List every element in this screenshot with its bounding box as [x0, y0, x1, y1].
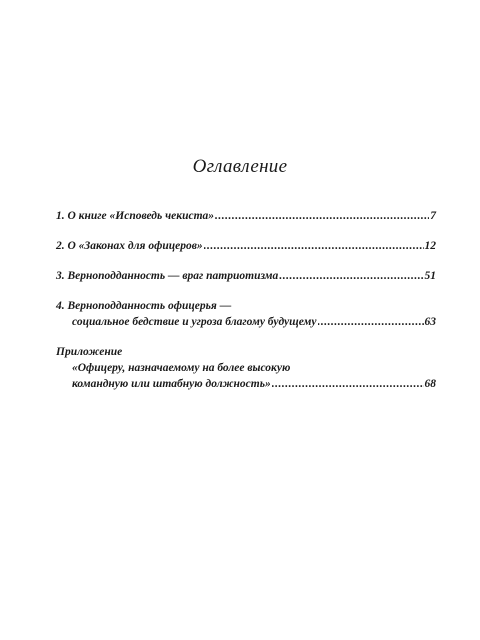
toc-entry-title: 4. Верноподданность офицерья —: [56, 300, 232, 312]
dot-leader: [204, 238, 424, 254]
toc-entry-title: 3. Верноподданность — враг патриотизма: [56, 270, 279, 282]
toc-entry-line: [56, 208, 436, 224]
toc-entry-subtitle: «Офицеру, назначаемому на более высокую: [72, 362, 291, 374]
toc-entry-2[interactable]: [56, 238, 436, 254]
toc-page-number: 63: [424, 316, 436, 328]
dot-leader: [279, 268, 423, 284]
toc-entry-line: [56, 360, 436, 376]
toc-entry-3[interactable]: [56, 268, 436, 284]
dot-leader: [215, 208, 429, 224]
toc-page-number: 68: [424, 378, 436, 390]
toc-page-number: 7: [430, 210, 436, 222]
table-of-contents: [56, 208, 436, 406]
dot-leader: [272, 376, 424, 392]
toc-entry-line: [56, 314, 436, 330]
dot-leader: [318, 314, 424, 330]
toc-entry-1[interactable]: [56, 208, 436, 224]
toc-entry-subtitle: командную или штабную должность»: [72, 378, 271, 390]
toc-entry-line: [56, 268, 436, 284]
toc-entry-first-line: [56, 298, 436, 314]
toc-page-number: 51: [424, 270, 436, 282]
toc-entry-subtitle: социальное бедствие и угроза благому будущему: [72, 316, 317, 328]
toc-entry-first-line: [56, 344, 436, 360]
toc-entry-title: 2. О «Законах для офицеров»: [56, 240, 203, 252]
toc-entry-title: Приложение: [56, 346, 123, 358]
toc-entry-appendix[interactable]: [56, 344, 436, 392]
toc-entry-line: [56, 376, 436, 392]
toc-entry-line: [56, 238, 436, 254]
toc-title: Оглавление: [192, 156, 288, 177]
toc-page-number: 12: [424, 240, 436, 252]
toc-entry-4[interactable]: [56, 298, 436, 330]
toc-entry-title: 1. О книге «Исповедь чекиста»: [56, 210, 215, 222]
